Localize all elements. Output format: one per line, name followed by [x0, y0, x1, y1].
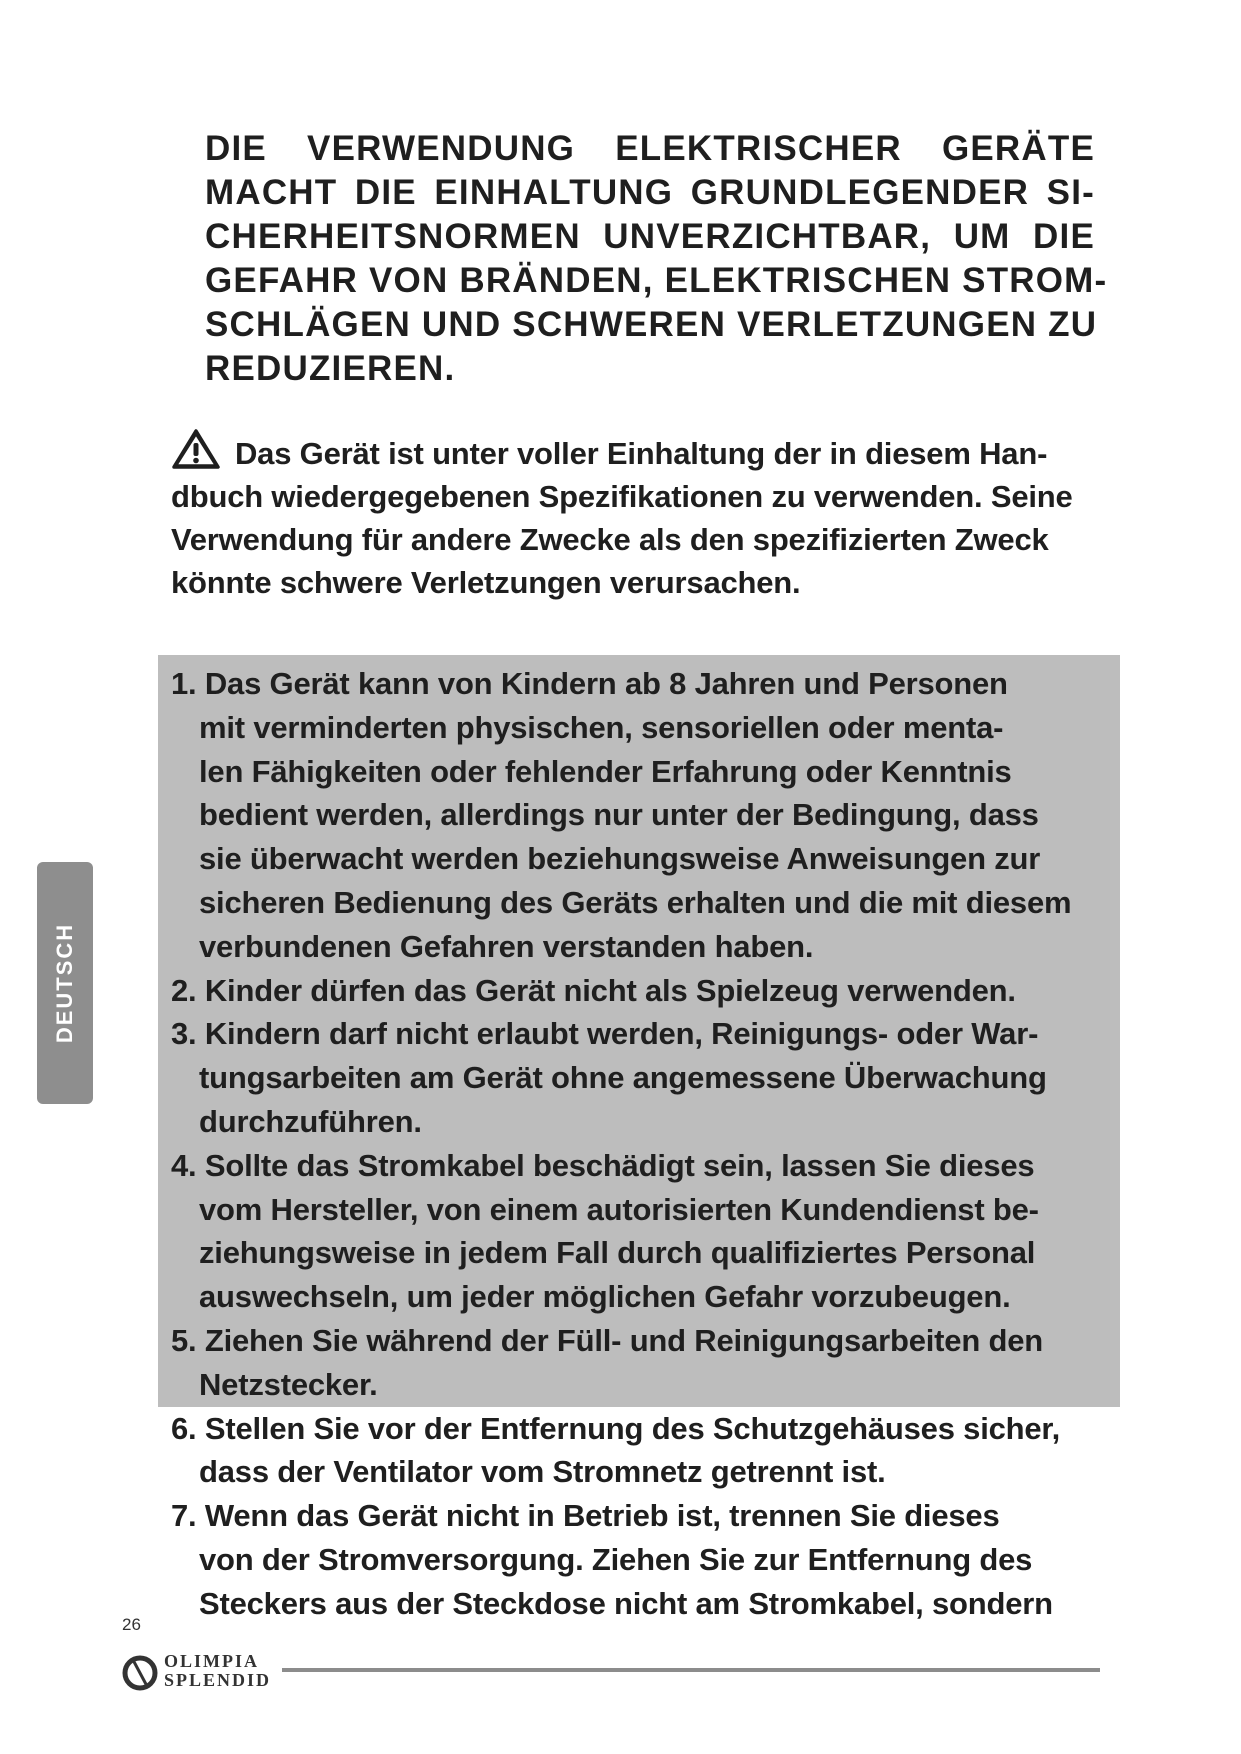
page-number: 26 [122, 1615, 141, 1634]
warning-line: dbuch wiedergegebenen Spezifikationen zu verwenden. Seine [171, 479, 1073, 514]
heading-line: DIE VERWENDUNG ELEKTRISCHER GERÄTE [205, 129, 1095, 168]
logo-wordmark [164, 1652, 271, 1690]
heading-line: CHERHEITSNORMEN UNVERZICHTBAR, UM DIE [205, 217, 1095, 256]
list-item-1-line: bedient werden, allerdings nur unter der Bedingung, dass [199, 797, 1039, 833]
warning-triangle-icon [171, 428, 221, 470]
logo-line: SPLENDID [164, 1670, 272, 1690]
list-item-4-line: 4. Sollte das Stromkabel beschädigt sein, lassen Sie dieses [171, 1147, 1035, 1183]
heading-line: REDUZIEREN. [205, 349, 456, 388]
heading-line: MACHT DIE EINHALTUNG GRUNDLEGENDER SI- [205, 173, 1095, 212]
list-item-2-line: 2. Kinder dürfen das Gerät nicht als Spielzeug verwenden. [171, 972, 1016, 1008]
footer-divider [282, 1668, 1100, 1672]
list-item-3-line: durchzuführen. [199, 1103, 422, 1139]
list-item-3-line: tungsarbeiten am Gerät ohne angemessene Überwachung [199, 1060, 1047, 1096]
warning-paragraph [171, 428, 1126, 604]
list-item-7-line: Steckers aus der Steckdose nicht am Stromkabel, sondern [199, 1585, 1053, 1621]
warning-line: könnte schwere Verletzungen verursachen. [171, 565, 801, 600]
list-item-6-line: 6. Stellen Sie vor der Entfernung des Schutzgehäuses sicher, [171, 1410, 1060, 1446]
list-item-1-line: 1. Das Gerät kann von Kindern ab 8 Jahren und Personen [171, 666, 1008, 701]
list-item-4-line: vom Hersteller, von einem autorisierten Kundendienst be- [199, 1191, 1039, 1227]
language-tab-label: DEUTSCH [52, 922, 77, 1044]
heading-line: SCHLÄGEN UND SCHWEREN VERLETZUNGEN ZU [205, 305, 1098, 344]
list-item-6-line: dass der Ventilator vom Stromnetz getrennt ist. [199, 1454, 886, 1490]
warning-line-first [171, 428, 1126, 475]
safety-heading [205, 127, 1108, 391]
warning-line: Verwendung für andere Zwecke als den spezifizierten Zweck [171, 522, 1049, 557]
list-item-4-line: auswechseln, um jeder möglichen Gefahr vorzubeugen. [199, 1279, 1011, 1315]
logo-line: OLIMPIA [164, 1651, 259, 1671]
brand-logo [120, 1650, 280, 1694]
list-item-1-line: mit verminderten physischen, sensoriellen oder menta- [199, 709, 1004, 745]
list-item-1-line: len Fähigkeiten oder fehlender Erfahrung oder Kenntnis [199, 753, 1012, 789]
list-item-7-line: 7. Wenn das Gerät nicht in Betrieb ist, trennen Sie dieses [171, 1498, 1000, 1534]
list-item-1-line: sie überwacht werden beziehungsweise Anweisungen zur [199, 841, 1041, 877]
safety-instructions-list [171, 662, 1151, 1626]
list-item-5-line: 5. Ziehen Sie während der Füll- und Reinigungsarbeiten den [171, 1322, 1044, 1358]
list-item-1-line: verbundenen Gefahren verstanden haben. [199, 928, 814, 964]
language-side-tab [37, 862, 93, 1104]
list-item-7-line: von der Stromversorgung. Ziehen Sie zur Entfernung des [199, 1541, 1033, 1577]
list-item-3-line: 3. Kindern darf nicht erlaubt werden, Reinigungs- oder War- [171, 1016, 1039, 1052]
list-item-4-line: ziehungsweise in jedem Fall durch qualifiziertes Personal [199, 1235, 1036, 1271]
warning-text: Das Gerät ist unter voller Einhaltung der in diesem Han- [235, 436, 1048, 471]
list-item-5-line: Netzstecker. [199, 1366, 378, 1402]
olimpia-logo-icon [120, 1652, 160, 1692]
list-item-1-line: sicheren Bedienung des Geräts erhalten und die mit diesem [199, 884, 1072, 920]
heading-line: GEFAHR VON BRÄNDEN, ELEKTRISCHEN STROM- [205, 261, 1108, 300]
